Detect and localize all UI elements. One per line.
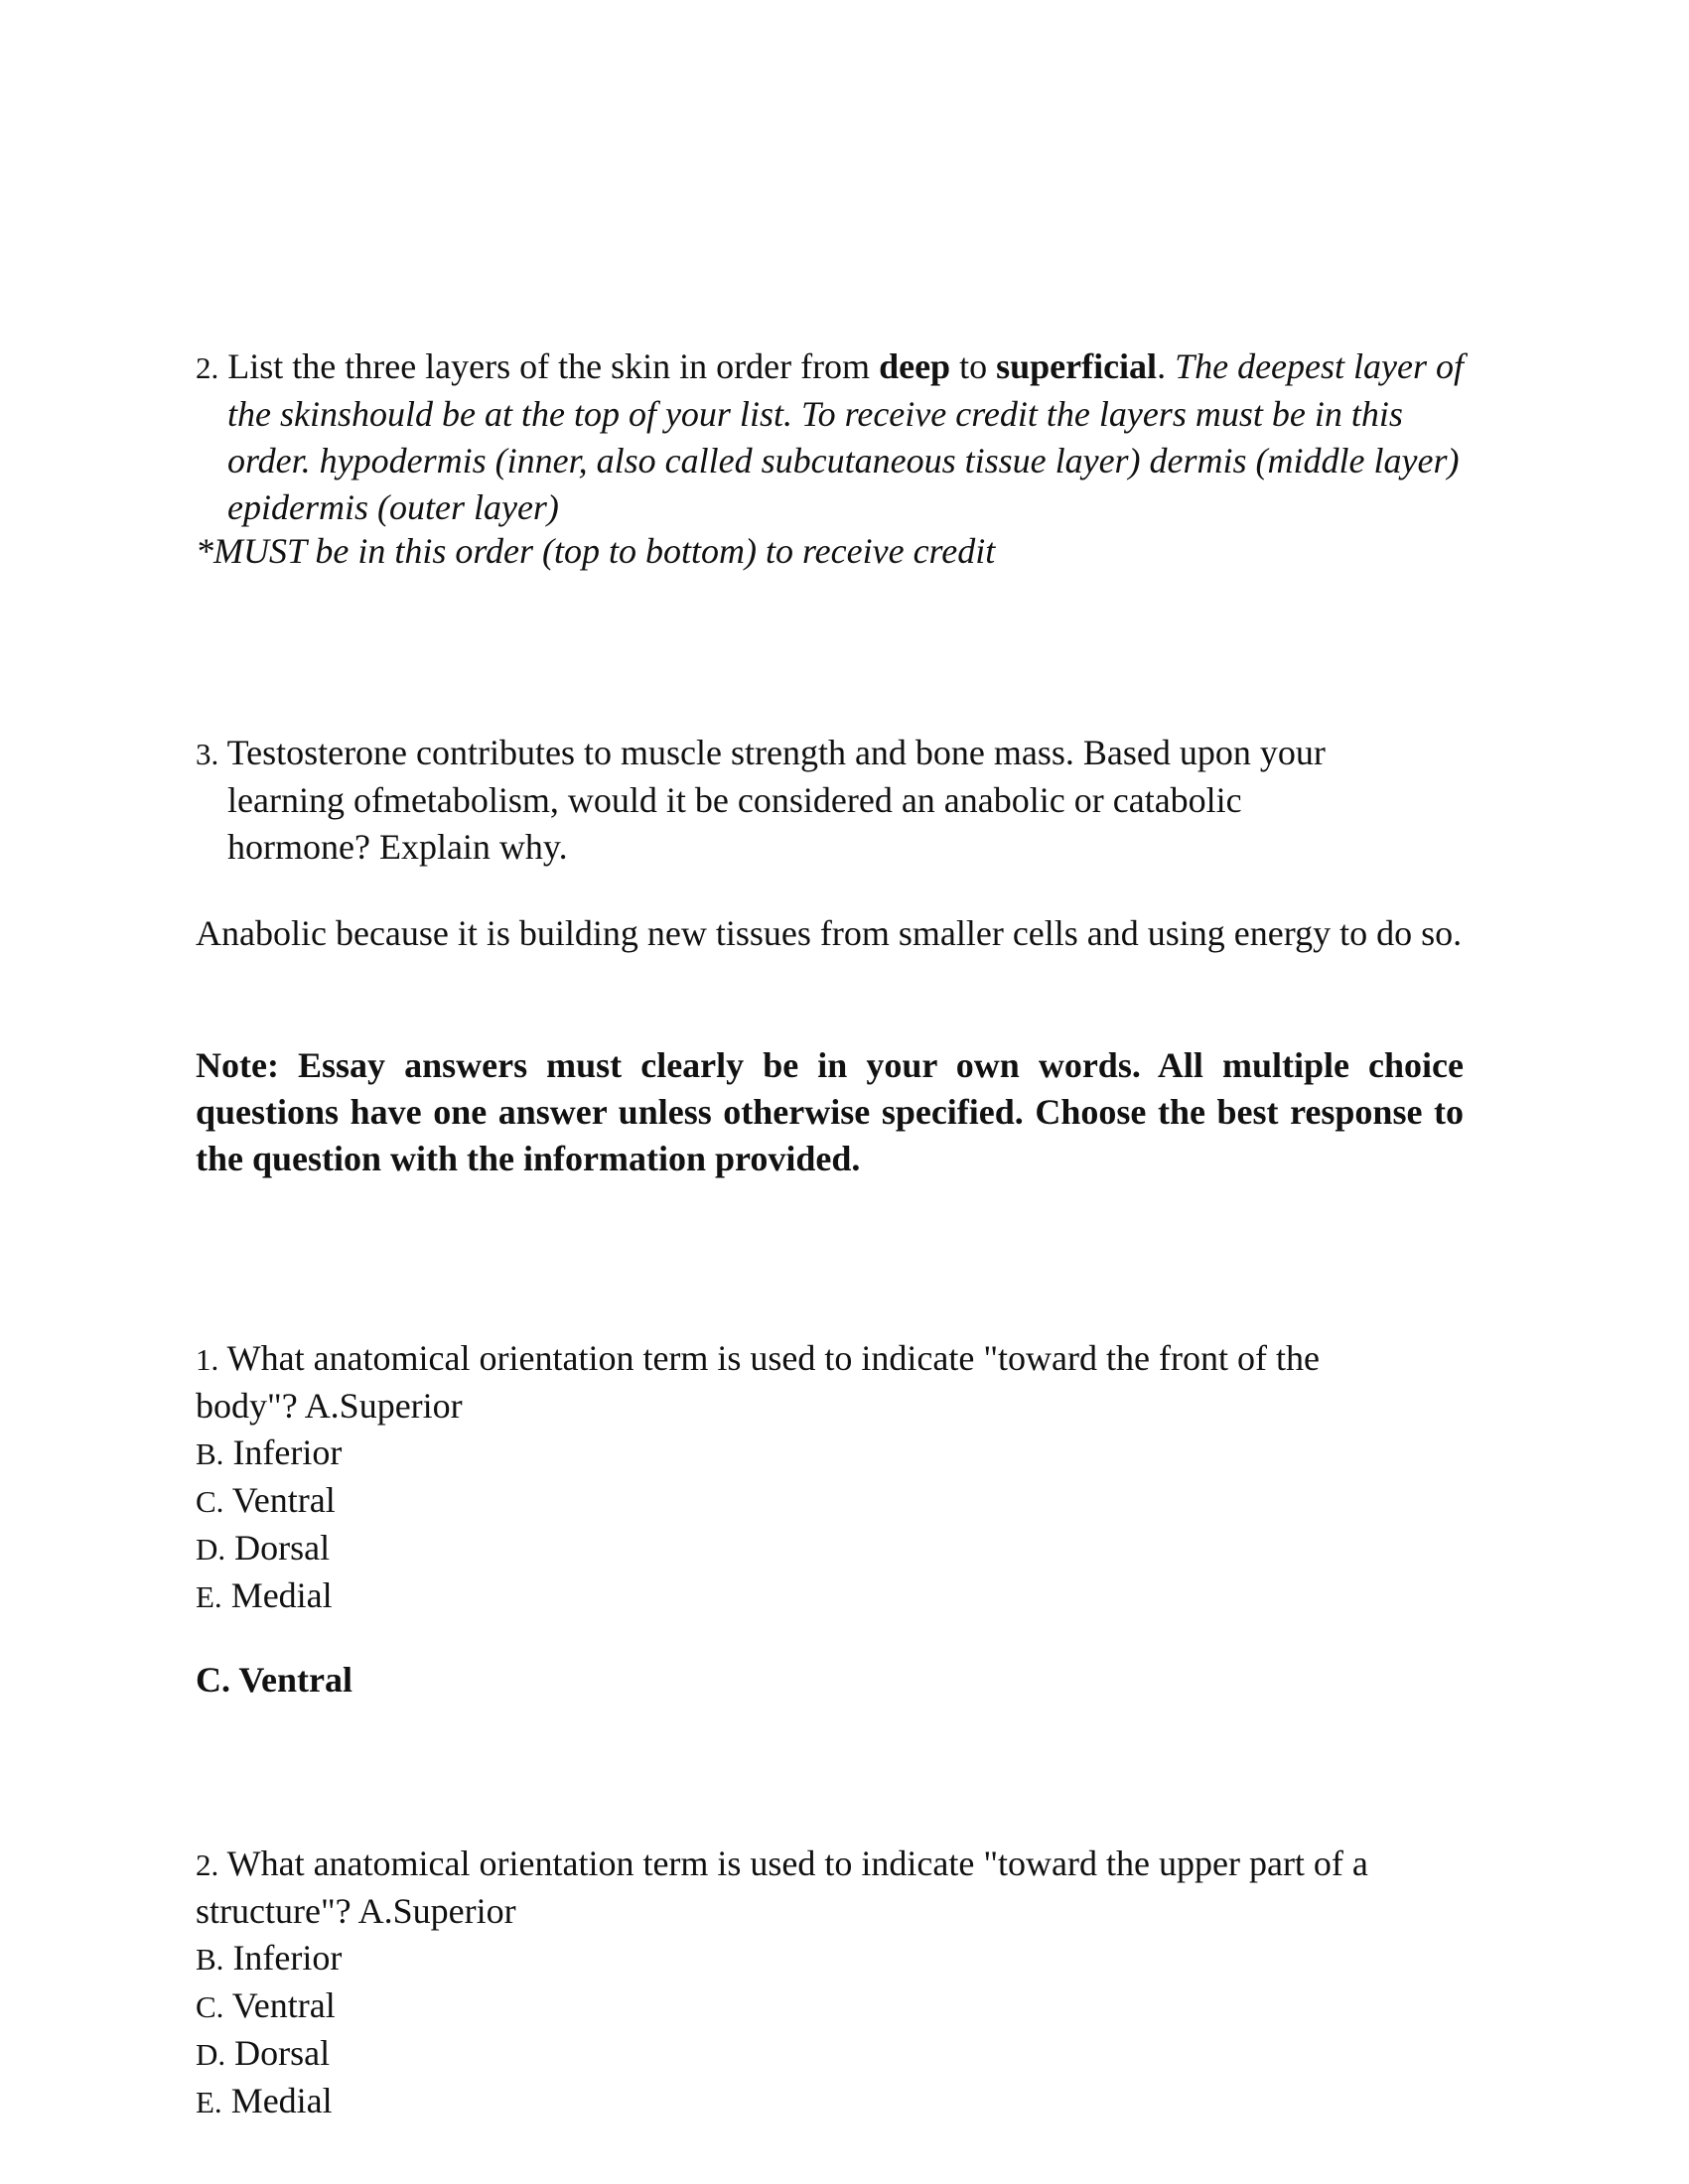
option-b [196, 1430, 1347, 1477]
prompt-text: . [1157, 346, 1176, 386]
option-text: Inferior [232, 1938, 343, 1978]
option-letter: B. [196, 1942, 224, 1977]
option-text: Medial [230, 1575, 333, 1615]
question-text: Testosterone contributes to muscle strength and bone mass. Based upon your learning ofmetabolism, would it be considered an anabolic or catabolic hormone? Explain why. [226, 733, 1326, 867]
option-letter: B. [196, 1436, 224, 1471]
option-c [196, 1477, 1347, 1525]
mc-answer-1: C. Ventral [196, 1660, 353, 1700]
option-text: Ventral [231, 1985, 336, 2025]
instructions-note: Note: Essay answers must clearly be in your own words. All multiple choice questions have one answer unless otherwise specified. Choose the best response to the question with the information provided. [196, 1045, 1464, 1178]
question-number: 2. [196, 350, 219, 385]
option-letter: D. [196, 2037, 226, 2072]
option-d [196, 2030, 1486, 2078]
essay-question-2 [196, 343, 1477, 575]
bold-superficial: superficial [996, 346, 1158, 386]
prompt-text: to [950, 346, 997, 386]
option-text: Dorsal [234, 1528, 331, 1568]
essay-question-2-prompt [196, 343, 1477, 531]
option-text: Medial [230, 2081, 333, 2120]
option-letter: E. [196, 2085, 222, 2119]
italic-instructions-answer: The deepest layer of the skinshould be at the top of your list. To receive credit the layers must be in this order. hypodermis (inner, also called subcutaneous tissue layer) dermis (middle layer) epidermis (outer layer) [227, 346, 1464, 527]
mc-question-1 [196, 1335, 1347, 1620]
question-number: 1. [196, 1342, 219, 1377]
question-number: 3. [196, 737, 219, 771]
prompt-text: List the three layers of the skin in order from [227, 346, 880, 386]
option-text: Ventral [231, 1480, 336, 1520]
mc-question-2 [196, 1841, 1486, 2125]
essay-answer-3: Anabolic because it is building new tissues from smaller cells and using energy to do so. [196, 913, 1463, 953]
option-d [196, 1525, 1347, 1572]
option-letter: E. [196, 1579, 222, 1614]
option-text: Dorsal [234, 2033, 331, 2073]
option-letter: C. [196, 1989, 224, 2024]
option-letter: D. [196, 1532, 226, 1567]
essay-question-3 [196, 730, 1359, 871]
option-b [196, 1935, 1486, 1982]
option-c [196, 1982, 1486, 2030]
bold-deep: deep [879, 346, 951, 386]
option-letter: C. [196, 1484, 224, 1519]
option-text: Inferior [232, 1433, 343, 1472]
question-number: 2. [196, 1847, 219, 1882]
question-text: What anatomical orientation term is used to indicate "toward the upper part of a structure"? A.Superior [196, 1843, 1368, 1931]
option-e [196, 1572, 1347, 1620]
option-e [196, 2078, 1486, 2125]
question-text: What anatomical orientation term is used to indicate "toward the front of the body"? A.Superior [196, 1338, 1320, 1426]
must-order-note: *MUST be in this order (top to bottom) to receive credit [196, 531, 996, 571]
